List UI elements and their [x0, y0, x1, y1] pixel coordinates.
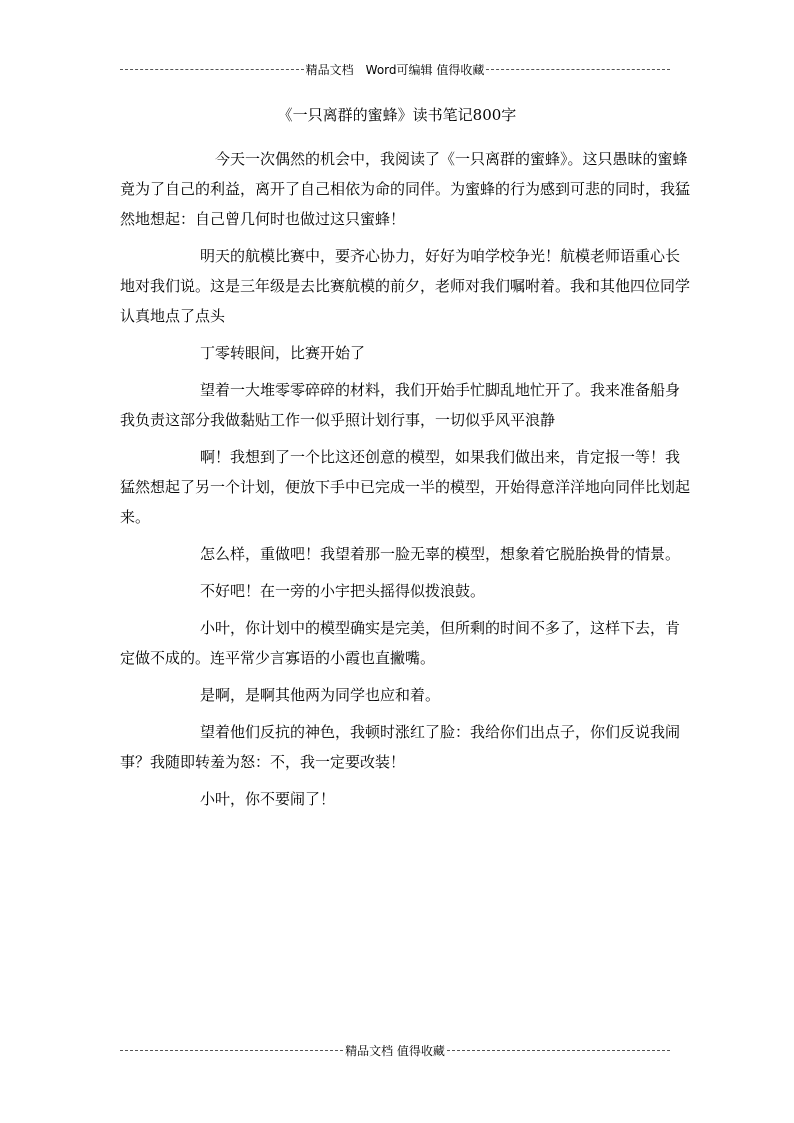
header-dash-right — [486, 69, 670, 70]
paragraph: 望着他们反抗的神色，我顿时涨红了脸：我给你们出点子，你们反说我闹事？我随即转羞为怒：不，我一定要改装！ — [120, 723, 681, 771]
footer-dash-left — [120, 1050, 343, 1051]
paragraph: 小叶，你计划中的模型确实是完美，但所剩的时间不多了，这样下去，肯定做不成的。连平常少言寡语的小霞也直撇嘴。 — [120, 619, 681, 667]
paragraph: 今天一次偶然的机会中，我阅读了《一只离群的蜜蜂》。这只愚昧的蜜蜂竟为了自己的利益，离开了自己相依为命的同伴。为蜜蜂的行为感到可悲的同时，我猛然地想起：自己曾几何时也做过这只蜜蜂！ — [120, 150, 691, 228]
footer-dash-right — [447, 1050, 670, 1051]
page-footer — [120, 1041, 670, 1059]
paragraph: 是啊，是啊其他两为同学也应和着。 — [200, 686, 441, 704]
header-dash-left — [120, 69, 304, 70]
paragraph: 啊！我想到了一个比这还创意的模型，如果我们做出来，肯定报一等！我猛然想起了另一个计划，便放下手中已完成一半的模型，开始得意洋洋地向同伴比划起来。 — [120, 448, 691, 526]
footer-label: 精品文档 值得收藏 — [345, 1043, 445, 1058]
paragraph: 明天的航模比赛中，要齐心协力，好好为咱学校争光！航模老师语重心长地对我们说。这是三年级是去比赛航模的前夕，老师对我们嘱咐着。我和其他四位同学认真地点了点头 — [120, 247, 691, 325]
paragraph: 望着一大堆零零碎碎的材料，我们开始手忙脚乱地忙开了。我来准备船身我负责这部分我做黏贴工作一似乎照计划行事，一切似乎风平浪静 — [120, 381, 681, 429]
page-header — [120, 60, 670, 78]
paragraph: 小叶，你不要闹了！ — [200, 790, 336, 808]
document-title: 《一只离群的蜜蜂》读书笔记800字 — [277, 106, 517, 124]
paragraph: 丁零转眼间，比赛开始了 — [200, 344, 366, 362]
paragraph: 不好吧！在一旁的小宇把头摇得似拨浪鼓。 — [200, 582, 486, 600]
header-label: 精品文档 Word可编辑 值得收藏 — [305, 62, 485, 77]
document-body — [120, 144, 690, 821]
paragraph: 怎么样，重做吧！我望着那一脸无辜的模型，想象着它脱胎换骨的情景。 — [200, 545, 681, 563]
